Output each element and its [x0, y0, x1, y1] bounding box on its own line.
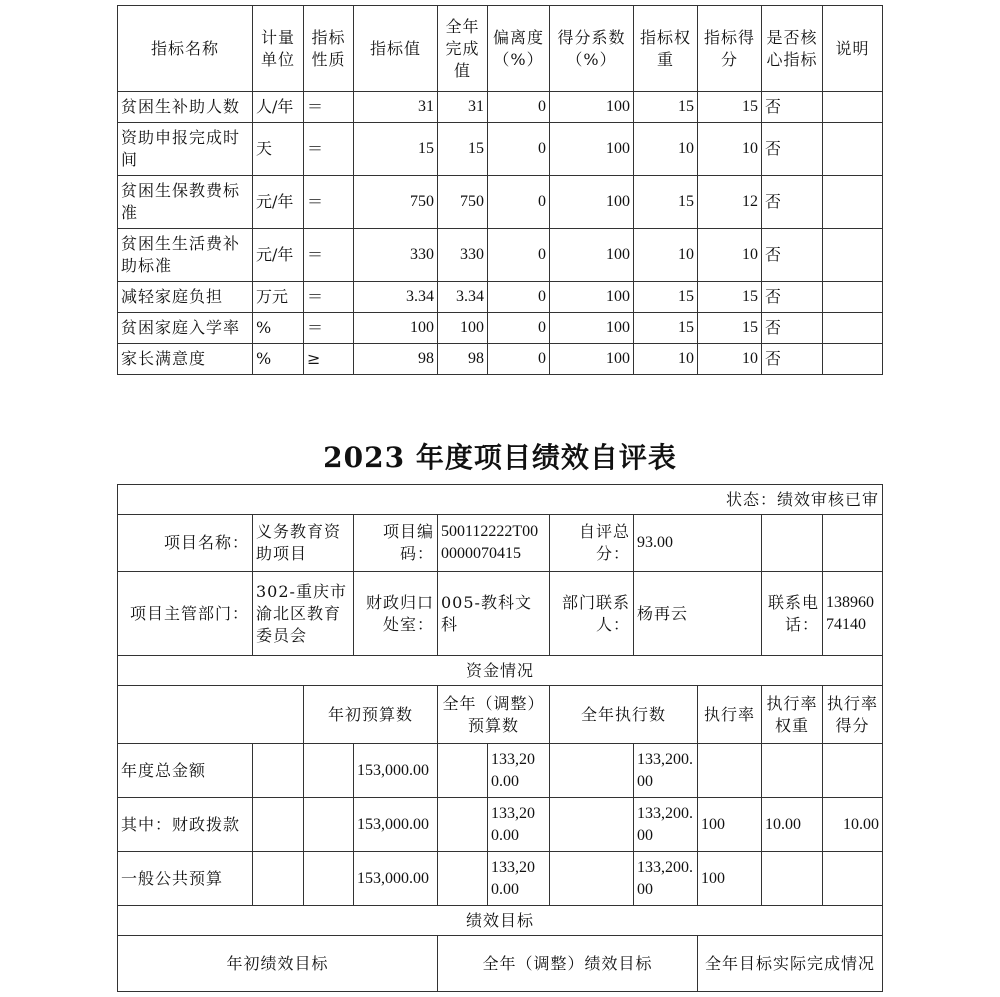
indicator-nature: ＝ — [304, 282, 354, 313]
project-name-label: 项目名称： — [118, 515, 253, 572]
indicator-header-row — [118, 6, 883, 92]
header-actual: 全年完成值 — [438, 6, 488, 92]
table-row — [118, 123, 883, 176]
indicator-note — [823, 282, 883, 313]
indicator-nature: ＝ — [304, 92, 354, 123]
indicator-coefficient: 100 — [550, 123, 634, 176]
indicator-unit: 元/年 — [253, 229, 304, 282]
contact-label: 部门联系人： — [550, 572, 634, 656]
goals-header-initial: 年初绩效目标 — [118, 936, 438, 992]
header-nature: 指标性质 — [304, 6, 354, 92]
empty-cell — [823, 515, 883, 572]
goals-header-adjusted: 全年（调整）绩效目标 — [438, 936, 698, 992]
empty-cell — [550, 744, 634, 798]
funds-score — [823, 744, 883, 798]
indicator-deviation: 0 — [488, 229, 550, 282]
indicator-weight: 10 — [634, 344, 698, 375]
indicator-score: 10 — [698, 229, 762, 282]
indicator-deviation: 0 — [488, 123, 550, 176]
project-code: 500112222T000000070415 — [438, 515, 550, 572]
indicator-coefficient: 100 — [550, 176, 634, 229]
indicator-actual: 98 — [438, 344, 488, 375]
indicator-note — [823, 344, 883, 375]
indicator-value: 750 — [354, 176, 438, 229]
indicator-value: 31 — [354, 92, 438, 123]
status-row — [118, 485, 883, 515]
table-row — [118, 92, 883, 123]
table-row — [118, 282, 883, 313]
indicator-weight: 15 — [634, 176, 698, 229]
indicator-actual: 750 — [438, 176, 488, 229]
empty-cell — [304, 798, 354, 852]
indicator-value: 330 — [354, 229, 438, 282]
empty-cell — [304, 744, 354, 798]
funds-weight — [762, 852, 823, 906]
funds-header-executed: 全年执行数 — [550, 686, 698, 744]
empty-cell — [253, 744, 304, 798]
indicator-unit: 天 — [253, 123, 304, 176]
indicator-nature: ＝ — [304, 313, 354, 344]
indicator-unit: % — [253, 344, 304, 375]
funds-executed: 133,200.00 — [634, 798, 698, 852]
indicator-core: 否 — [762, 344, 823, 375]
indicator-core: 否 — [762, 92, 823, 123]
indicator-deviation: 0 — [488, 92, 550, 123]
indicator-core: 否 — [762, 229, 823, 282]
empty-cell — [550, 852, 634, 906]
funds-row-label: 年度总金额 — [118, 744, 253, 798]
header-unit: 计量单位 — [253, 6, 304, 92]
table-row — [118, 744, 883, 798]
indicator-weight: 10 — [634, 123, 698, 176]
funds-weight — [762, 744, 823, 798]
header-core: 是否核心指标 — [762, 6, 823, 92]
funds-adjusted: 133,200.00 — [488, 798, 550, 852]
indicator-note — [823, 92, 883, 123]
empty-cell — [438, 744, 488, 798]
header-weight: 指标权重 — [634, 6, 698, 92]
project-info-row — [118, 515, 883, 572]
project-name: 义务教育资助项目 — [253, 515, 354, 572]
indicator-deviation: 0 — [488, 282, 550, 313]
indicator-deviation: 0 — [488, 344, 550, 375]
table-row — [118, 313, 883, 344]
empty-cell — [438, 852, 488, 906]
indicator-weight: 15 — [634, 92, 698, 123]
funds-header-score: 执行率得分 — [823, 686, 883, 744]
funds-score — [823, 852, 883, 906]
indicator-score: 15 — [698, 282, 762, 313]
header-coefficient: 得分系数（%） — [550, 6, 634, 92]
funds-header-rate: 执行率 — [698, 686, 762, 744]
empty-cell — [253, 852, 304, 906]
funds-adjusted: 133,200.00 — [488, 744, 550, 798]
header-name: 指标名称 — [118, 6, 253, 92]
indicator-core: 否 — [762, 282, 823, 313]
indicator-core: 否 — [762, 123, 823, 176]
goals-title: 绩效目标 — [118, 906, 883, 936]
indicator-actual: 15 — [438, 123, 488, 176]
funds-rate: 100 — [698, 852, 762, 906]
indicator-score: 15 — [698, 92, 762, 123]
table-row — [118, 176, 883, 229]
indicator-value: 100 — [354, 313, 438, 344]
indicator-note — [823, 176, 883, 229]
department-row — [118, 572, 883, 656]
indicator-name: 贫困生补助人数 — [118, 92, 253, 123]
indicator-unit: 万元 — [253, 282, 304, 313]
contact: 杨再云 — [634, 572, 762, 656]
indicator-name: 贫困生生活费补助标准 — [118, 229, 253, 282]
indicator-nature: ＝ — [304, 123, 354, 176]
indicator-actual: 100 — [438, 313, 488, 344]
indicator-deviation: 0 — [488, 176, 550, 229]
status-badge: 状态：绩效审核已审 — [118, 485, 883, 515]
indicator-name: 贫困家庭入学率 — [118, 313, 253, 344]
header-value: 指标值 — [354, 6, 438, 92]
goals-title-row — [118, 906, 883, 936]
indicator-core: 否 — [762, 313, 823, 344]
funds-row-label: 其中：财政拨款 — [118, 798, 253, 852]
empty-cell — [762, 515, 823, 572]
finance: 005-教科文科 — [438, 572, 550, 656]
indicator-weight: 10 — [634, 229, 698, 282]
table-row — [118, 798, 883, 852]
indicator-actual: 31 — [438, 92, 488, 123]
indicator-name: 贫困生保教费标准 — [118, 176, 253, 229]
indicator-nature: ＝ — [304, 229, 354, 282]
indicator-score: 10 — [698, 123, 762, 176]
indicator-coefficient: 100 — [550, 92, 634, 123]
empty-cell — [550, 798, 634, 852]
funds-executed: 133,200.00 — [634, 744, 698, 798]
goals-header-row — [118, 936, 883, 992]
page-title: 2023 年度项目绩效自评表 — [323, 441, 677, 474]
funds-adjusted: 133,200.00 — [488, 852, 550, 906]
funds-title: 资金情况 — [118, 656, 883, 686]
self-score-label: 自评总分： — [550, 515, 634, 572]
indicator-note — [823, 313, 883, 344]
indicator-value: 3.34 — [354, 282, 438, 313]
funds-header-weight: 执行率权重 — [762, 686, 823, 744]
indicator-note — [823, 229, 883, 282]
indicator-note — [823, 123, 883, 176]
funds-initial: 153,000.00 — [354, 744, 438, 798]
phone: 13896074140 — [823, 572, 883, 656]
indicator-nature: ＝ — [304, 176, 354, 229]
table-row — [118, 852, 883, 906]
empty-cell — [304, 852, 354, 906]
funds-rate: 100 — [698, 798, 762, 852]
indicator-unit: 元/年 — [253, 176, 304, 229]
indicator-actual: 330 — [438, 229, 488, 282]
indicator-weight: 15 — [634, 282, 698, 313]
funds-executed: 133,200.00 — [634, 852, 698, 906]
empty-cell — [118, 686, 304, 744]
indicator-coefficient: 100 — [550, 282, 634, 313]
indicator-weight: 15 — [634, 313, 698, 344]
header-note: 说明 — [823, 6, 883, 92]
dept-label: 项目主管部门： — [118, 572, 253, 656]
indicator-score: 15 — [698, 313, 762, 344]
indicator-actual: 3.34 — [438, 282, 488, 313]
empty-cell — [438, 798, 488, 852]
funds-header-row — [118, 686, 883, 744]
indicator-coefficient: 100 — [550, 313, 634, 344]
indicator-score: 10 — [698, 344, 762, 375]
funds-initial: 153,000.00 — [354, 852, 438, 906]
header-score: 指标得分 — [698, 6, 762, 92]
self-score: 93.00 — [634, 515, 762, 572]
finance-label: 财政归口处室： — [354, 572, 438, 656]
funds-score: 10.00 — [823, 798, 883, 852]
header-deviation: 偏离度（%） — [488, 6, 550, 92]
funds-header-initial: 年初预算数 — [304, 686, 438, 744]
self-evaluation-table — [117, 484, 883, 992]
indicator-unit: % — [253, 313, 304, 344]
project-code-label: 项目编码： — [354, 515, 438, 572]
indicator-coefficient: 100 — [550, 229, 634, 282]
indicator-core: 否 — [762, 176, 823, 229]
indicator-table — [117, 5, 883, 375]
indicator-value: 15 — [354, 123, 438, 176]
indicator-name: 家长满意度 — [118, 344, 253, 375]
indicator-name: 资助申报完成时间 — [118, 123, 253, 176]
indicator-value: 98 — [354, 344, 438, 375]
empty-cell — [253, 798, 304, 852]
indicator-name: 减轻家庭负担 — [118, 282, 253, 313]
funds-row-label: 一般公共预算 — [118, 852, 253, 906]
indicator-nature: ≥ — [304, 344, 354, 375]
funds-header-adjusted: 全年（调整）预算数 — [438, 686, 550, 744]
phone-label: 联系电话： — [762, 572, 823, 656]
funds-title-row — [118, 656, 883, 686]
indicator-deviation: 0 — [488, 313, 550, 344]
indicator-score: 12 — [698, 176, 762, 229]
indicator-unit: 人/年 — [253, 92, 304, 123]
table-row — [118, 344, 883, 375]
indicator-coefficient: 100 — [550, 344, 634, 375]
funds-rate — [698, 744, 762, 798]
funds-weight: 10.00 — [762, 798, 823, 852]
goals-header-actual: 全年目标实际完成情况 — [698, 936, 883, 992]
dept: 302-重庆市渝北区教育委员会 — [253, 572, 354, 656]
funds-initial: 153,000.00 — [354, 798, 438, 852]
table-row — [118, 229, 883, 282]
